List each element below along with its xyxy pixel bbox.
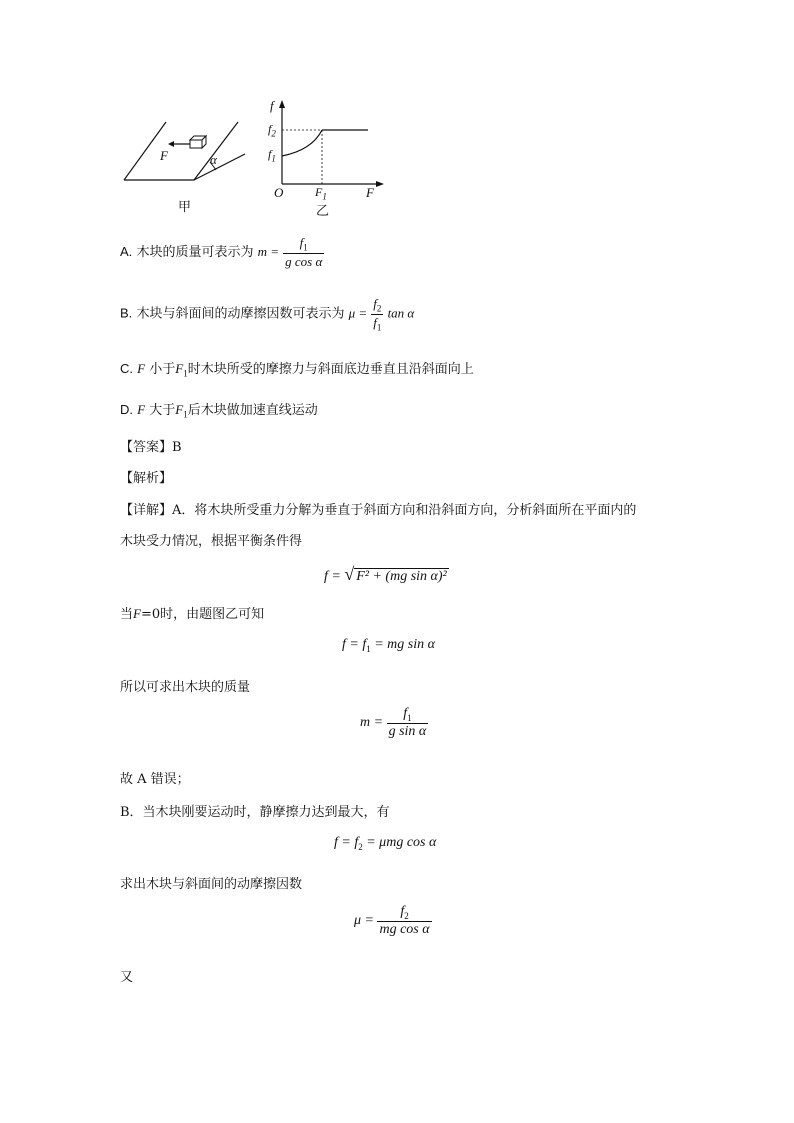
caption-yi: 乙 xyxy=(316,204,330,219)
detail-paragraph-1a: 【详解】A．将木块所受重力分解为垂直于斜面方向和沿斜面方向，分析斜面所在平面内的 xyxy=(120,503,637,518)
option-b: B. 木块与斜面间的动摩擦因数可表示为 μ = $\frac{f_2}{f_1}$ tan α xyxy=(120,296,415,333)
force-label: F xyxy=(160,148,168,163)
equation-4: $f = f_2 = \mu mg$ cos α xyxy=(334,835,437,852)
detail-paragraph-5: B．当木块刚要运动时，静摩擦力达到最大，有 xyxy=(120,805,390,820)
option-a-fraction: $\frac{f_1}{\text{g cos α}}$ xyxy=(285,235,323,269)
tick-f1: $f_1$ xyxy=(268,147,276,164)
option-c: C. F 小于$F_1$时木块所受的摩擦力与斜面底边垂直且沿斜面向上 xyxy=(120,361,474,379)
detail-paragraph-4: 故 A 错误； xyxy=(120,772,190,787)
y-axis-label: f xyxy=(270,98,274,113)
analysis-label: 【解析】 xyxy=(120,471,173,486)
angle-label: α xyxy=(210,152,217,167)
detail-paragraph-1b: 木块受力情况，根据平衡条件得 xyxy=(120,534,303,549)
equation-3: m = $\frac{f_1}{\text{g sin α}}$ xyxy=(360,706,427,739)
detail-paragraph-6: 求出木块与斜面间的动摩擦因数 xyxy=(120,877,303,892)
detail-paragraph-7: 又 xyxy=(120,970,134,985)
option-d: D. F 大于$F_1$后木块做加速直线运动 xyxy=(120,402,318,420)
option-b-fraction: $\frac{f_2}{f_1}$ xyxy=(373,296,382,333)
equation-1: f = √ F² + (mg sin α)² xyxy=(324,564,447,584)
figure-yi xyxy=(262,96,387,219)
caption-jia: 甲 xyxy=(178,200,192,215)
origin-label: O xyxy=(274,185,284,200)
answer-label: 【答案】B xyxy=(120,440,182,455)
x-axis-label: F xyxy=(366,185,374,200)
equation-5: μ = $\frac{f_2}{\text{mg cos α}}$ xyxy=(354,904,430,937)
option-a: A. 木块的质量可表示为 m = $\frac{f_1}{\text{g cos α}}$ xyxy=(120,235,323,269)
figure-jia xyxy=(118,112,248,215)
equation-2: $f = f_1$ = mg sin α xyxy=(342,637,435,654)
detail-paragraph-3: 所以可求出木块的质量 xyxy=(120,680,251,695)
tick-f2: $f_2$ xyxy=(268,122,276,139)
detail-paragraph-2: 当F=0时，由题图乙可知 xyxy=(120,606,265,622)
tick-F1: $F_1$ xyxy=(315,185,327,202)
